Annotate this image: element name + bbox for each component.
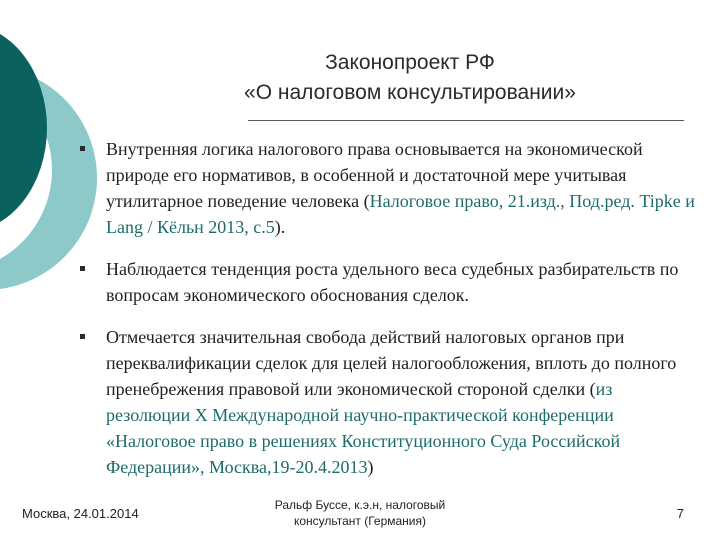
title-line-2: «О налоговом консультировании» bbox=[244, 81, 576, 104]
footer-date: Москва, 24.01.2014 bbox=[22, 506, 139, 521]
title-divider bbox=[248, 120, 684, 121]
square-bullet-icon bbox=[80, 334, 85, 339]
slide-title bbox=[150, 48, 670, 108]
bullet-item-2 bbox=[80, 256, 700, 308]
square-bullet-icon bbox=[80, 266, 85, 271]
footer-author bbox=[248, 497, 472, 529]
bullet-text: Наблюдается тенденция роста удельного веса судебных разбирательств по вопросам экономического обоснования сделок. bbox=[106, 259, 679, 305]
square-bullet-icon bbox=[80, 146, 85, 151]
bullet-text: Внутренняя логика налогового права основывается на экономической природе его нормативов, в особенной и достаточной мере учитывая утилитарное поведение человека ( bbox=[106, 139, 643, 211]
title-line-1: Законопроект РФ bbox=[325, 51, 495, 74]
bullet-item-1 bbox=[80, 136, 700, 240]
bullet-tail: ). bbox=[274, 217, 286, 237]
footer-author-line-2: консультант (Германия) bbox=[293, 514, 427, 528]
bullet-tail: ) bbox=[367, 457, 374, 477]
bullet-reference: Налоговое право, 21.изд., Под.ред. Tipke и Lang / Кёльн 2013, с.5 bbox=[106, 191, 695, 237]
page-number: 7 bbox=[676, 506, 684, 521]
bullet-reference: из резолюции X Международной научно-практической конференции «Налоговое право в решениях Конституционного Суда Российской Федерации», Москва,19-20.4.2013 bbox=[106, 379, 621, 477]
footer-author-line-1: Ральф Буссе, к.э.н, налоговый bbox=[274, 498, 446, 512]
bullet-text: Отмечается значительная свобода действий налоговых органов при переквалификации сделок для целей налогообложения, вплоть до полного пренебрежения правовой или экономической стороной сделки ( bbox=[106, 327, 677, 399]
bullet-list bbox=[80, 136, 700, 496]
bullet-item-3 bbox=[80, 324, 700, 480]
